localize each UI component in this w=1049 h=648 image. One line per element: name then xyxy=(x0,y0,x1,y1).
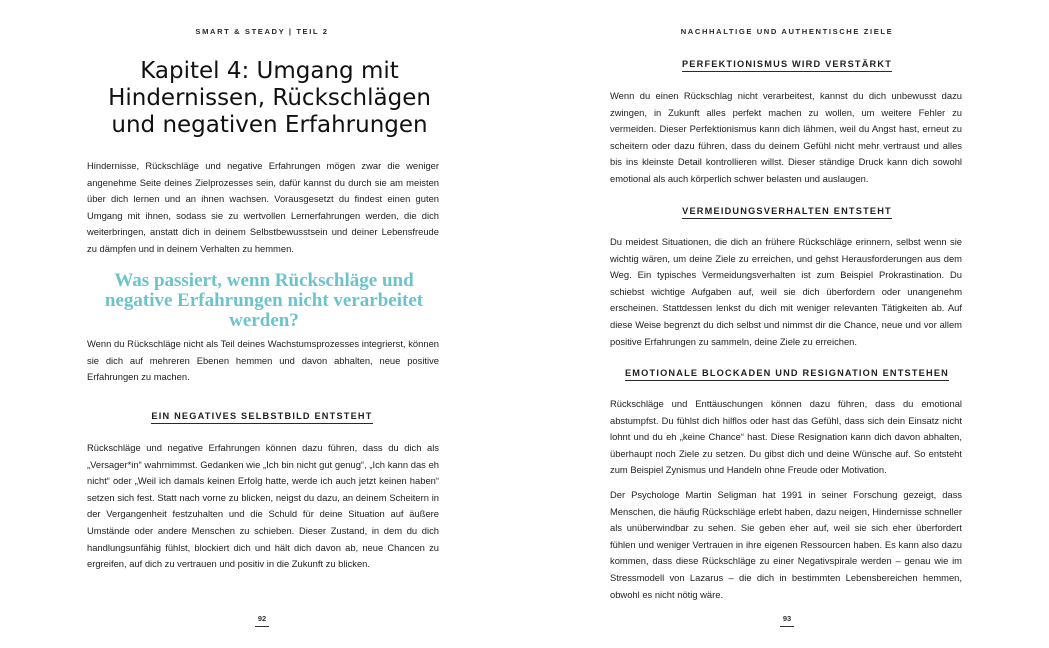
section-paragraph: Wenn du Rückschläge nicht als Teil deines Wachstumsprozesses integrierst, können sie dich auf mehreren Ebenen hemmen und davon abhalten, neue positive Erfahrungen zu machen. xyxy=(87,338,439,383)
chapter-title: Kapitel 4: Umgang mit Hindernissen, Rückschlägen und negativen Erfahrungen xyxy=(108,58,431,138)
page-number-text: 93 xyxy=(780,614,794,627)
paragraph-seligman: Der Psychologe Martin Seligman hat 1991 in seiner Forschung gezeigt, dass Menschen, die häufig Rückschläge erlebt haben, dazu neigen, Hindernisse schneller als unüberwindbar zu sehen. Sie geben eher auf, weil sie sich eher überfordert fühlen und weniger Vertrauen in ihre eigenen Ressourcen haben. Es kann also dazu kommen, dass diese Rückschläge zu einer Negativspirale werden – genau wie im Stressmodell von Lazarus – die dich in bestimmten Lebensbereichen hemmen, obwohl es nicht nötig wäre. xyxy=(610,489,962,600)
running-head: NACHHALTIGE UND AUTHENTISCHE ZIELE xyxy=(680,27,894,36)
paragraph-perfektionismus: Wenn du einen Rückschlag nicht verarbeitest, kannst du dich unbewusst dazu zwingen, in Zukunft alles perfekt machen zu wollen, um weitere Fehler zu vermeiden. Dieser Perfektionismus kann dich lähmen, weil du Angst hast, erneut zu scheitern oder dazu führen, dass du deinem Gefühl nicht mehr vertraust und alles bis ins kleinste Detail kontrollieren willst. Dieser ständige Druck kann dich sowohl emotional als auch körperlich schwer belasten und auslaugen. xyxy=(610,90,962,184)
page-number xyxy=(525,614,1049,627)
left-page xyxy=(0,0,524,648)
sub-heading xyxy=(0,411,524,424)
sub-paragraph: Rückschläge und negative Erfahrungen können dazu führen, dass du dich als „Versager*in“ wahrnimmst. Gedanken wie „Ich bin nicht gut genug“, „Ich kann das eh nicht“ oder „Weil ich damals keinen Erfolg hatte, werde ich auch jetzt keinen haben“ setzen sich fest. Statt nach vorne zu blicken, neigst du dazu, an deinem Scheitern in der Vergangenheit festzuhalten und die Schuld für deine Situation auf äußere Umstände oder andere Menschen zu schieben. Dieser Zustand, in dem du dich handlungsunfähig fühlst, blockiert dich und hält dich davon ab, neue Chancen zu ergreifen, auf dich zu vertrauen und positiv in die Zukunft zu blicken. xyxy=(87,442,439,570)
running-head: SMART & STEADY | TEIL 2 xyxy=(195,27,329,36)
sub-heading-text: PERFEKTIONISMUS WIRD VERSTÄRKT xyxy=(682,59,892,72)
sub-heading-text: VERMEIDUNGSVERHALTEN ENTSTEHT xyxy=(682,206,892,219)
sub-heading-perfektionismus xyxy=(525,59,1049,72)
page-number xyxy=(0,614,524,627)
paragraph-vermeidung: Du meidest Situationen, die dich an frühere Rückschläge erinnern, selbst wenn sie wichtig wären, um deine Ziele zu erreichen, und gehst Herausforderungen aus dem Weg. Ein typisches Vermeidungsverhalten ist zum Beispiel Prokrastination. Du schiebst wichtige Aufgaben auf, weil sie dich überfordern oder unangenehm erscheinen. Stattdessen lenkst du dich mit weniger relevanten Tätigkeiten ab. Auf diese Weise begrenzt du dich selbst und nimmst dir die Chance, neue und vor allem positive Erfahrungen zu sammeln, deine Ziele zu erreichen. xyxy=(610,236,962,347)
right-page xyxy=(525,0,1049,648)
sub-heading-text: EMOTIONALE BLOCKADEN UND RESIGNATION ENTSTEHEN xyxy=(625,368,949,381)
sub-heading-vermeidung xyxy=(525,206,1049,219)
intro-paragraph: Hindernisse, Rückschläge und negative Erfahrungen mögen zwar die weniger angenehme Seite deines Zielprozesses sein, dafür kannst du durch sie am meisten über dich lernen und an ihnen wachsen. Vorausgesetzt du findest einen guten Umgang mit ihnen, sodass sie zu wertvollen Lernerfahrungen werden, die dich weiterbringen, anstatt dich in deinem Selbstbewusstsein und deiner Lebensfreude zu dämpfen und in deinem Verhalten zu hemmen. xyxy=(87,160,439,254)
page-number-text: 92 xyxy=(255,614,269,627)
sub-heading-blockaden xyxy=(525,368,1049,381)
section-heading: Was passiert, wenn Rückschläge und negative Erfahrungen nicht verarbeitet werden? xyxy=(104,270,424,331)
paragraph-blockaden: Rückschläge und Enttäuschungen können dazu führen, dass du emotional abstumpfst. Du fühlst dich hilflos oder hast das Gefühl, dass sich dein Einsatz nicht lohnt und du eh „keine Chance“ hast. Diese Resignation kann dich davon abhalten, überhaupt noch Ziele zu setzen. Du gibst dich und deine Wünsche auf. So entsteht zum Beispiel Zynismus und Handeln ohne Freude oder Motivation. xyxy=(610,398,962,476)
sub-heading-text: EIN NEGATIVES SELBSTBILD ENTSTEHT xyxy=(151,411,372,424)
